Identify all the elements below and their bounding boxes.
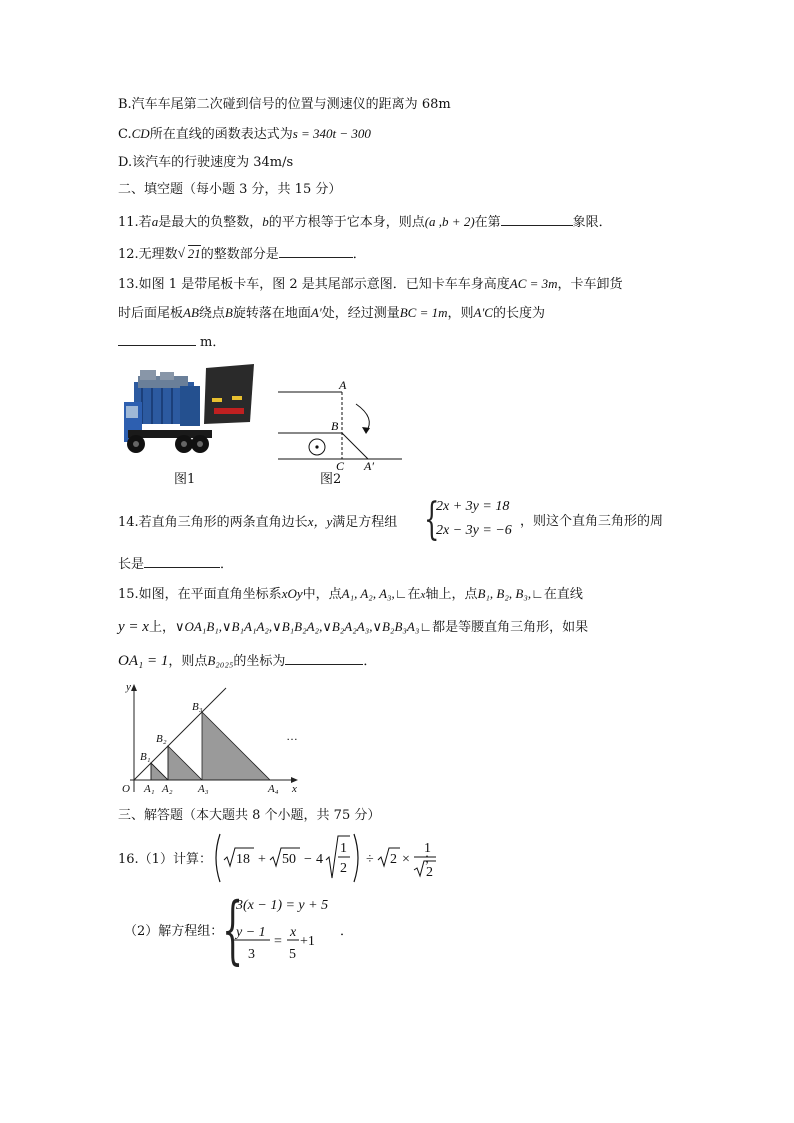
option-d: D.该汽车的行驶速度为 34m/s <box>118 155 294 170</box>
q15-text-1e: 在 <box>407 587 421 602</box>
q15-b2025: B₂₀₂₅ <box>207 653 234 668</box>
q11-text-e: 象限． <box>572 215 612 230</box>
q16-eq2-lden: 3 <box>248 947 255 962</box>
isosceles-triangles-diagram <box>116 680 316 798</box>
fig3-a4: A₄ <box>268 783 279 795</box>
q16-part-2-label: （2）解方程组： <box>124 924 224 939</box>
q16-times: × <box>402 852 410 867</box>
q12-text-b: 的整数部分是 <box>200 247 279 262</box>
q15-triangles: ∨OA₁B₁,∨B₁A₁A₂,∨B₁B₂A₂,∨B₂A₂A₃,∨B₂B₃A₃∟ <box>174 619 433 634</box>
q14-text-b: 满足方程组 <box>332 515 398 530</box>
q16-brace-icon: { <box>222 887 244 973</box>
q13-text-2g: 处，经过测量 <box>321 306 400 321</box>
q14-text-e: ． <box>220 557 234 572</box>
q11-text-a: 11.若 <box>118 215 152 230</box>
truck-photo <box>120 362 260 460</box>
q13-text-2e: 旋转落在地面 <box>232 306 311 321</box>
segment-cd: CD <box>131 126 150 141</box>
q11-point: (a ,b + 2) <box>424 214 475 229</box>
q15-text-3d: 的坐标为 <box>233 654 286 669</box>
q14-text-d: 长是 <box>118 557 145 572</box>
q15-text-1c: 中，点 <box>302 587 342 602</box>
fig2-label-aprime: A′ <box>364 459 374 473</box>
q11-text-b: 是最大的负整数， <box>158 215 263 230</box>
question-15-line-3 <box>118 650 376 672</box>
tail-board-diagram <box>270 374 410 474</box>
fig2-label-a: A <box>339 378 347 392</box>
fig3-b1: B₁ <box>140 751 151 763</box>
option-c-formula: s = 340t − 300 <box>292 126 371 141</box>
q16-eq2-rnum: x <box>290 925 297 940</box>
fig3-origin: O <box>122 783 130 795</box>
q15-xoy: xOy <box>281 586 303 601</box>
q12-answer-blank[interactable] <box>279 243 353 258</box>
q13-text-2k: 的长度为 <box>492 306 545 321</box>
q13-aprime: A′ <box>310 305 322 320</box>
q11-var-a: a <box>151 214 159 229</box>
q14-vars: x，y <box>307 514 333 529</box>
q16-plus: + <box>258 852 266 867</box>
q15-text-3b: ，则点 <box>168 654 208 669</box>
q15-answer-blank[interactable] <box>285 650 363 665</box>
q16-eq2-equals: = <box>274 934 282 949</box>
fig3-b2: B₂ <box>156 733 167 745</box>
question-15-line-1 <box>118 584 583 605</box>
q15-text-1a: 15.如图，在平面直角坐标系 <box>118 587 282 602</box>
q16-equation-2 <box>232 920 342 964</box>
q14-text-c: ，则这个直角三角形的周 <box>520 514 664 529</box>
q13-answer-blank[interactable] <box>118 331 196 346</box>
fig3-a1: A₁ <box>144 783 155 795</box>
q16-eq2-lnum: y − 1 <box>236 925 266 940</box>
q15-points-a: A₁, A₂, A₃,∟ <box>341 586 408 601</box>
fig3-a3: A₃ <box>198 783 209 795</box>
fig2-label-b: B <box>331 419 339 433</box>
q16-expression <box>210 830 440 886</box>
q13-ac: AC = 3m <box>509 276 558 291</box>
q12-radical <box>177 245 201 261</box>
fig3-ellipsis: … <box>286 729 298 743</box>
fig3-y-label: y <box>126 681 131 693</box>
q14-text-a: 14.若直角三角形的两条直角边长 <box>118 515 308 530</box>
radical-sign-icon: √ <box>177 245 185 260</box>
option-c-label: C. <box>118 127 132 142</box>
fig3-a2: A₂ <box>162 783 173 795</box>
q14-equation-1: 2x + 3y = 18 <box>436 499 510 514</box>
q14-brace-icon: { <box>424 494 440 545</box>
q13-bc: BC = 1m <box>399 305 448 320</box>
section-2-heading: 二、填空题（每小题 3 分，共 15 分） <box>118 182 342 197</box>
question-14-line-1 <box>118 512 397 533</box>
q13-aprime-c: A′C <box>473 305 493 320</box>
option-c <box>118 124 371 145</box>
q15-text-2d: 都是等腰直角三角形，如果 <box>432 620 589 635</box>
q15-line-eq: y = x <box>118 619 149 635</box>
q16-eq2-rden: 5 <box>289 947 296 962</box>
option-b: B.汽车车尾第二次碰到信号的位置与测速仪的距离为 68m <box>118 97 451 112</box>
fig3-b3: B₃ <box>192 701 203 713</box>
q15-text-1g: 轴上，点 <box>425 587 478 602</box>
question-15-line-2 <box>118 617 588 638</box>
q14-answer-blank[interactable] <box>144 553 220 568</box>
q16-equation-1: 3(x − 1) = y + 5 <box>236 898 329 913</box>
fig2-label-c: C <box>336 459 345 473</box>
question-12 <box>118 243 366 265</box>
q13-b: B <box>224 305 233 320</box>
option-c-text: 所在直线的函数表达式为 <box>149 127 293 142</box>
q13-text-2c: 绕点 <box>198 306 225 321</box>
question-13-line-3 <box>118 331 225 353</box>
question-13-line-1 <box>118 274 623 295</box>
q15-x-axis: x <box>420 589 426 601</box>
q16-frac-num: 1 <box>424 841 431 856</box>
section-3-heading: 三、解答题（本大题共 8 个小题，共 75 分） <box>118 808 381 823</box>
q15-points-b: B₁, B₂, B₃,∟ <box>477 586 544 601</box>
q11-answer-blank[interactable] <box>501 211 573 226</box>
q13-text-2i: ，则 <box>447 306 474 321</box>
fig2-caption: 图2 <box>320 472 342 487</box>
q13-text-2a: 时后面尾板 <box>118 306 184 321</box>
question-11 <box>118 211 612 233</box>
q16-divide: ÷ <box>366 852 374 867</box>
q13-unit: m． <box>200 335 226 350</box>
q13-ab: AB <box>183 305 199 320</box>
q11-text-d: 在第 <box>474 215 501 230</box>
q11-var-b: b <box>262 214 269 229</box>
q13-text-1a: 13.如图 1 是带尾板卡车，图 2 是其尾部示意图．已知卡车车身高度 <box>118 277 510 292</box>
q12-text-c: ． <box>352 247 366 262</box>
q16-rad-18: 18 <box>236 852 250 867</box>
q16-rad-2: 2 <box>390 852 397 867</box>
q11-text-c: 的平方根等于它本身，则点 <box>268 215 425 230</box>
question-13-line-2 <box>118 303 545 324</box>
q15-text-1i: 在直线 <box>543 587 583 602</box>
q14-equation-2: 2x − 3y = −6 <box>436 523 512 538</box>
q16-frac-den: 2 <box>426 865 433 880</box>
q16-part-1-label: 16.（1）计算： <box>118 852 212 867</box>
q15-oa1: OA₁ = 1 <box>118 653 169 669</box>
q12-text-a: 12.无理数 <box>118 247 178 262</box>
q12-radicand: 21 <box>187 246 201 261</box>
q16-semicolon: ； <box>424 852 438 867</box>
q16-rad-50: 50 <box>282 852 296 867</box>
q16-minus: − <box>304 852 312 867</box>
q15-text-2b: 上， <box>148 620 175 635</box>
q16-four: 4 <box>316 852 323 867</box>
fig1-caption: 图1 <box>174 472 196 487</box>
q16-dot: ． <box>340 924 354 939</box>
question-14-line-2 <box>118 553 233 575</box>
q15-text-3e: ． <box>363 654 377 669</box>
q16-half-num: 1 <box>340 841 347 856</box>
q16-half-den: 2 <box>340 861 347 876</box>
fig3-x-label: x <box>292 783 297 795</box>
q16-eq2-plus: +1 <box>300 934 315 949</box>
q13-text-1c: ，卡车卸货 <box>557 277 623 292</box>
